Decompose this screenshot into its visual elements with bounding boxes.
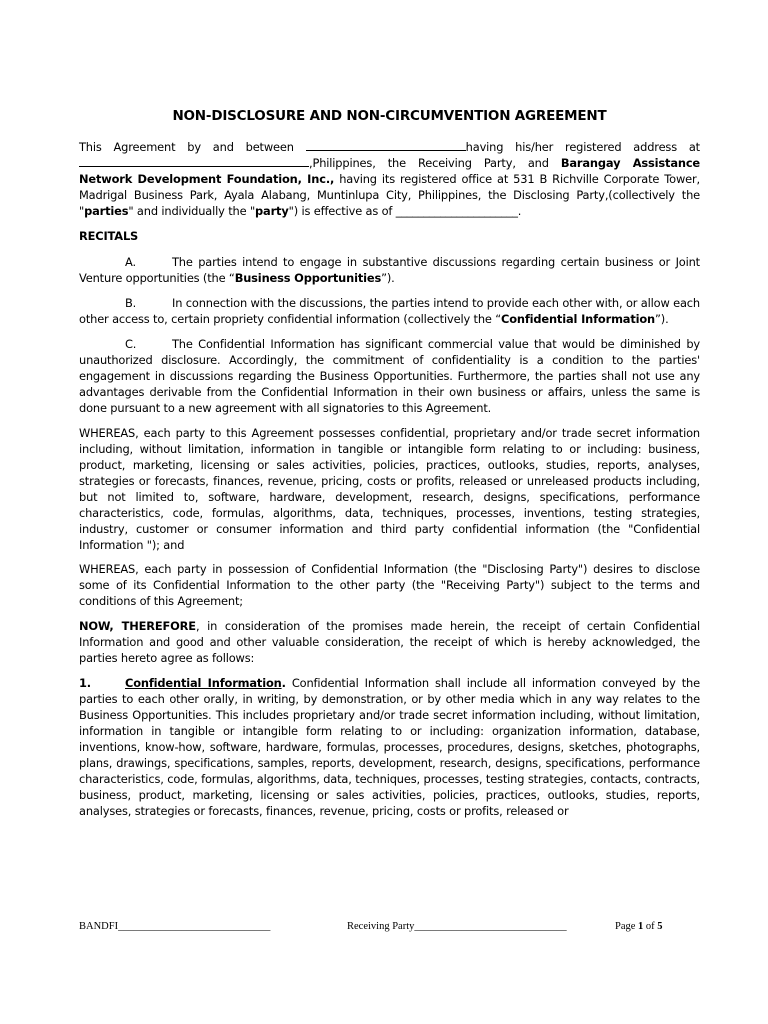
footer-receiving-party-initial: Receiving Party_____________________________ — [347, 921, 567, 932]
recital-b: B. In connection with the discussions, the parties intend to provide each other with, or allow each other access to, certain propriety confidential information (collectively the “Confidential Information”). — [79, 296, 700, 326]
recital-c: C. The Confidential Information has significant commercial value that would be diminished by unauthorized disclosure. Accordingly, the commitment of confidentiality is a condition to the parties' engagement in discussions regarding the Business Opportunities. Furthermore, the parties shall not use any advantages derivable from the Confidential Information in their own business or affairs, unless the same is done pursuant to a new agreement with all signatories to this Agreement. — [79, 337, 700, 415]
receiving-party-address-blank — [79, 155, 309, 167]
document-title: NON-DISCLOSURE AND NON-CIRCUMVENTION AGREEMENT — [172, 108, 607, 124]
section-1-paragraph: 1. Confidential Information. Confidential Information shall include all information conveyed by the parties to each other orally, in writing, by demonstration, or by other media which in any way relates to the Business Opportunities. This includes proprietary and/or trade secret information including, without limitation, information in tangible or intangible form relating to or including: organization information, database, inventions, know-how, software, hardware, formulas, processes, procedures, designs, sketches, photographs, plans, drawings, specifications, samples, reports, development, research, designs, specifications, performance characteristics, code, formulas, algorithms, data, techniques, processes, testing strategies, contacts, contracts, business, product, marketing, licensing or sales activities, policies, practices, outlooks, studies, reports, analyses, strategies or forecasts, finances, revenue, pricing, costs or profits, released or — [79, 676, 700, 818]
now-therefore-paragraph: NOW, THEREFORE, in consideration of the promises made herein, the receipt of certain Confidential Information and good and other valuable consideration, the receipt of which is hereby acknowledged, the parties hereto agree as follows: — [79, 619, 701, 665]
footer-bandfi-initial: BANDFI_____________________________ — [79, 921, 271, 932]
section-heading: Confidential Information — [125, 676, 282, 690]
section-number: 1. — [79, 676, 91, 690]
disclosing-party-name: Barangay Assistance Network Development Foundation, Inc., — [79, 156, 700, 186]
whereas-paragraph-2: WHEREAS, each party in possession of Confidential Information (the "Disclosing Party") desires to disclose some of its Confidential Information to the other party (the "Receiving Party") subject to the terms and conditions of this Agreement; — [79, 562, 700, 608]
effective-date-blank: ______________________ — [395, 204, 518, 218]
whereas-paragraph-1: WHEREAS, each party to this Agreement possesses confidential, proprietary and/or trade secret information including, without limitation, information in tangible or intangible form relating to or including: business, product, marketing, licensing or sales activities, policies, practices, outlooks, studies, reports, analyses, strategies or forecasts, finances, revenue, pricing, costs or profits, released or unreleased products including, but not limited to, software, hardware, development, research, designs, specifications, performance characteristics, code, formulas, algorithms, data, techniques, processes, inventions, testing strategies, industry, customer or consumer information and third party confidential information (the "Confidential Information "); and — [79, 426, 700, 552]
footer-page-number: Page 1 of 5 — [615, 921, 663, 932]
recital-a: A. The parties intend to engage in substantive discussions regarding certain business or Joint Venture opportunities (the “Business Opportunities”). — [79, 255, 700, 285]
intro-paragraph: This Agreement by and between having his/her registered address at ,Philippines, the Receiving Party, and Barangay Assistance Network Development Foundation, Inc., having its registered office at 531 B Richville Corporate Tower, Madrigal Business Park, Ayala Alabang, Muntinlupa City, Philippines, the Disclosing Party,(collectively the "parties" and individually the "party") is effective as of ______________________. — [79, 140, 700, 218]
receiving-party-name-blank — [306, 139, 466, 151]
recitals-heading: RECITALS — [79, 229, 139, 243]
